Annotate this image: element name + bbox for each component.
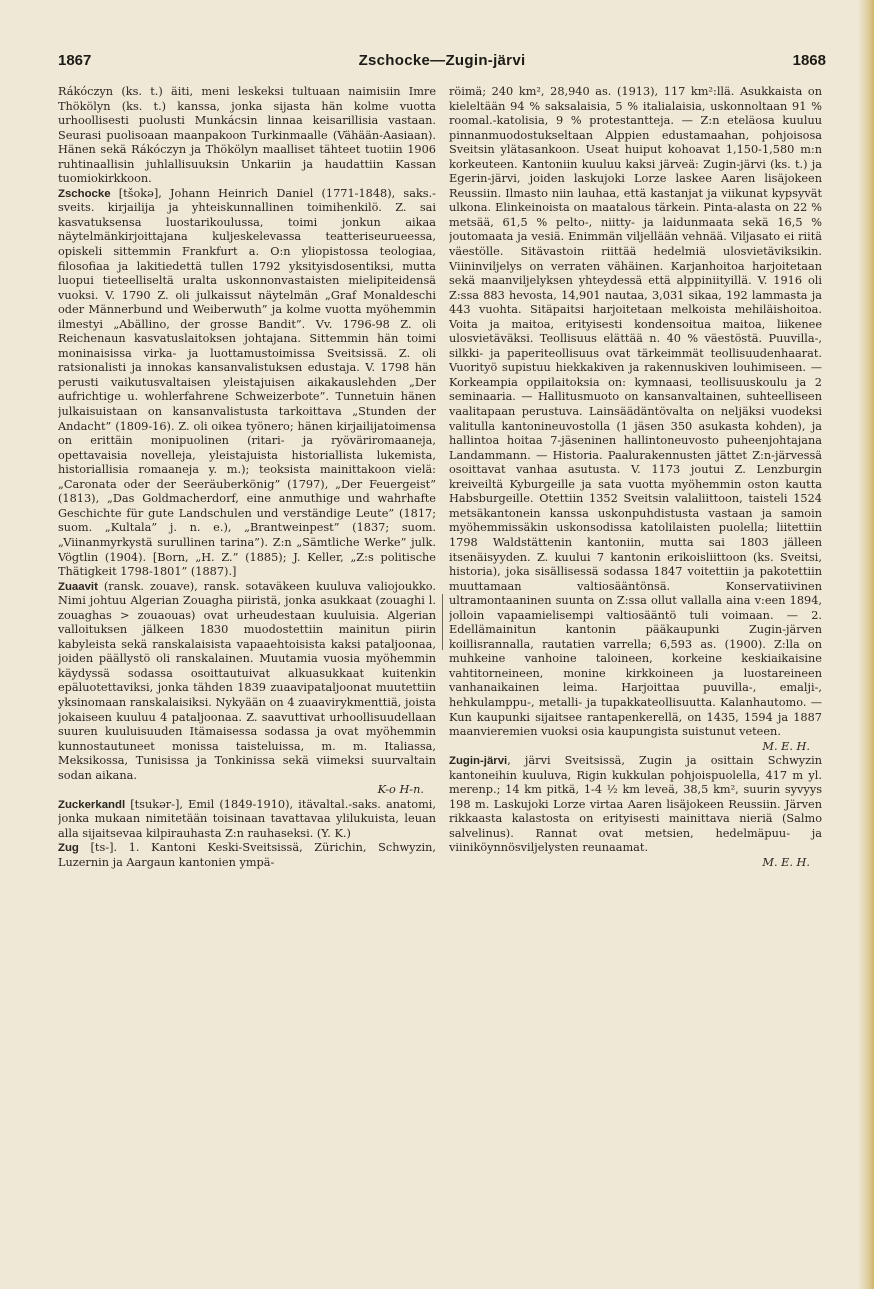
entry-headword: Zschocke — [58, 187, 111, 200]
entry-headword: Zuckerkandl — [58, 798, 126, 811]
entry-headword: Zug — [58, 842, 79, 855]
page-header — [58, 52, 826, 74]
entry-zug — [58, 841, 436, 870]
entry-body: [ts-]. 1. Kantoni Keski-Sveitsissä, Zürichin, Schwyzin, Luzernin ja Aargaun kantonien ympä- — [58, 841, 436, 869]
page-number-right: 1868 — [792, 52, 826, 69]
entry-zugin-jarvi — [449, 754, 822, 856]
entry-body: [tsukər-], Emil (1849-1910), itävaltal.-saks. anatomi, jonka mukaan nimitetään toisinaan tavattavaa ylilukuista, leuan alla sijaitsevaa kilpirauhasta Z:n rauhaseksi. (Y. K.) — [58, 797, 436, 840]
entry-body: , järvi Sveitsissä, Zugin ja osittain Schwyzin kantoneihin kuuluva, Rigin kukkulan pohjoispuolella, 417 m yl. merenp.; 14 km pitkä, 1-4 ½ km leveä, 38,5 km², suurin syvyys 198 m. Laskujoki Lorze virtaa Aaren lisäjokeen Reussiin. Järven rikkaasta kalastosta on erityisesti mainittava nieriä (Salmo salvelinus). Rannat ovat metsien, hedelmäpuu- ja viiniköynnösviljelysten reunaamat. — [449, 754, 822, 855]
signature-zuaavit: K-o H-n. — [377, 783, 424, 797]
signature-zugin-jarvi: M. E. H. — [762, 855, 810, 869]
entry-headword: Zugin-järvi — [449, 755, 508, 768]
paragraph-zug-continued: röimä; 240 km², 28,940 as. (1913), 117 km²:llä. Asukkaista on kieleltään 94 % saksalaisia, 5 % italialaisia, uskonnoltaan 91 % roomal.-katolisia, 9 % protestantteja. — Z:n eteläosa kuuluu pinnanmuodostukseltaan Alppien edustamaahan, pohjoisosa Sveitsin ylätasankoon. Useat huiput kohoavat 1,150-1,580 m:n korkeuteen. Kantoniin kuuluu kaksi järveä: Zugin-järvi (ks. t.) ja Egerin-järvi, joiden laskujoki Lorze laskee Aaren lisäjokeen Reussiin. Ilmasto niin lauhaa, että kastanjat ja viikunat kypsyvät ulkona. Elinkeinoista on maatalous tärkein. Pinta-alasta on 22 % metsää, 61,5 % pelto-, niitty- ja laidunmaata sekä 16,5 % joutomaata ja vesiä. Enimmän viljellään vehnää. Viljasato ei riitä väestölle. Sitävastoin riittää hedelmiä ulosvietäviksikin. Viininviljelys on verraten vähäinen. Karjanhoitoa harjoitetaan sekä maanviljelyksen yhteydessä että alppiniityillä. V. 1916 oli Z:ssa 883 hevosta, 14,901 nautaa, 3,031 sikaa, 192 lammasta ja 443 vuohta. Sitäpaitsi harjoitetaan melkoista mehiläishoitoa. Voita ja maitoa, erityisesti kondensoitua maitoa, liikenee ulosvietäväksi. Teollisuus elättää n. 40 % väestöstä. Puuvilla-, silkki- ja paperiteollisuus ovat tärkeimmät teollisuudenhaarat. Vuorityö supistuu hiekkakiven ja rakennuskiven louhimiseen. — Korkeampia oppilaitoksia on: kymnaasi, teollisuuskoulu ja 2 seminaaria. — Hallitusmuoto on kansanvaltainen, suhteelliseen vaalitapaan perustuva. Lainsäädäntövalta on neljäksi vuodeksi valitulla kantonineuvostolla (1 jäsen 350 asukasta kohden), ja hallintoa hoitaa 7-jäseninen hallintoneuvosto puheenjohtajana Landammann. — Historia. Paalurakennusten jättet Z:n-järvessä osoittavat vanhaa asutusta. V. 1173 joutui Z. Lenzburgin kreiveiltä Kyburgeille ja sata vuotta myöhemmin oston kautta Habsburgeille. Otettiin 1352 Sveitsin valaliittoon, taisteli 1524 metsäkantonein kanssa uskonpuhdistusta vastaan ja samoin myöhemmissäkin uskonsodissa katolilaisten puolella; liitettiin 1798 Waldstättenin kantoniin, mutta sai 1803 jälleen itsenäisyyden. Z. kuului 7 kantonin erikoisliittoon (ks. Sveitsi, historia), joka sisällisessä sodassa 1847 voitettiin ja pakotettiin muuttamaan valtiosääntönsä. Konservatiivinen ultramontaaninen suunta on Z:ssa ollut vallalla aina v:een 1894, jolloin vapaamielisempi valtiosääntö tuli voimaan. — 2. Edellämainitun kantonin pääkaupunki Zugin-järven koillisrannalla, rautatien varrella; 6,593 as. (1900). Z:lla on muhkeine vanhoine taloineen, korkeine keskiaikaisine vahtitorneineen, monine kirkkoineen ja luostareineen vanhanaikainen leima. Harjoittaa puuvilla-, emalji-, hehkulamppu-, metalli- ja tupakkateollisuutta. Kalanhautomo. — Kun kaupunki sijaitsee rantapenkerellä, on 1435, 1594 ja 1887 maanvieremien vuoksi osia kaupungista suistunut veteen. — [449, 85, 822, 739]
entry-headword: Zuaavit — [58, 580, 98, 593]
entry-body: (ransk. zouave), ransk. sotaväkeen kuuluva valiojoukko. Nimi johtuu Algerian Zouagha piiristä, jonka asukkaat (zouaghi l. zouaghas > zouaouas) ovat urheudestaan kuuluisia. Algerian valloituksen jälkeen 1830 muodostettiin mainitun piirin kabyleista sekä ranskalaisista vapaaehtoisista kaksi pataljoonaa, joiden päällystö oli ranskalainen. Muutamia vuosia myöhemmin käydyssä sodassa osoittautuivat alkuasukkaat kuitenkin epäluotettaviksi, jonka tähden 1839 zuaavipataljoonat muutettiin yksinomaan ranskalaisiksi. Nykyään on 4 zuaavirykmenttiä, joista jokaiseen kuuluu 4 pataljoonaa. Z. saavuttivat urhoollisuudellaan suuren kuuluisuuden Itämaisessa sodassa ja ovat myöhemmin kunnostautuneet monissa taisteluissa, m. m. Italiassa, Meksikossa, Tunisissa ja Tonkinissa sekä viimeksi suurvaltain sodan aikana. — [58, 579, 436, 782]
running-title: Zschocke—Zugin-järvi — [358, 52, 526, 69]
column-rule — [442, 594, 443, 650]
entry-body: [tšokə], Johann Heinrich Daniel (1771-1848), saks.-sveits. kirjailija ja yhteiskunnallinen toimihenkilö. Z. sai kasvatuksensa luostarikoulussa, toimi jonkun aikaa näytelmänkirjoittajana kuljeskelevassa teatteriseurueessa, opiskeli sittemmin Frankfurt a. O:n yliopistossa teologiaa, filosofiaa ja lakitiedettä tullen 1792 yksityisdosentiksi, mutta luopui tieteelliseltä uralta uskonnonvastaisten mielipiteidensä vuoksi. V. 1790 Z. oli julkaissut näytelmän „Graf Monaldeschi oder Männerbund und Weiberwuth” ja kolme vuotta myöhemmin ilmestyi „Abällino, der grosse Bandit”. Vv. 1796-98 Z. oli Reichenaun kasvatuslaitoksen johtajana. Sittemmin hän toimi moninaisissa virka- ja luottamustoimissa Sveitsissä. Z. oli ratsionalisti ja innokas kansanvalistuksen edustaja. V. 1798 hän perusti vaikutusvaltaisen yleistajuisen aikakauslehden „Der aufrichtige u. wohlerfahrene Schweizerbote”. Tunnetuin hänen julkaisuistaan on kansanvalistusta tarkoittava „Stunden der Andacht” (1809-16). Z. oli oikea työnero; hänen kirjailijatoimensa on erittäin monipuolinen (ritari- ja ryöväriromaaneja, opettavaisia novelleja, yleistajuista historiallista lukemista, historiallisia romaaneja y. m.); teoksista mainittakoon vielä: „Caronata oder der Seeräuberkönig” (1797), „Der Feuergeist” (1813), „Das Goldmacherdorf, eine anmuthige und wahrhafte Geschichte für gute Landschulen und verständige Leute” (1817; suom. „Kultala” j. n. e.), „Brantweinpest” (1837; suom. „Viinanmyrkystä surullinen tarina”). Z:n „Sämtliche Werke” julk. Vögtlin (1904). [Born, „H. Z.” (1885); J. Keller, „Z:s politische Thätigkeit 1798-1801” (1887).] — [58, 186, 436, 579]
entry-zuaavit — [58, 580, 436, 784]
signature-zug: M. E. H. — [762, 739, 810, 753]
entry-zschocke — [58, 187, 436, 580]
page-edge — [858, 0, 874, 1289]
paragraph-rakoczy: Rákóczyn (ks. t.) äiti, meni leskeksi tultuaan naimisiin Imre Thökölyn (ks. t.) kanssa, jonka sijasta hän kolme vuotta urhoollisesti puolusti Munkácsin linnaa keisarillisia vastaan. Seurasi puolisoaan maanpakoon Turkinmaalle (Vähään-Aasiaan). Hänen sekä Rákóczyn ja Thökölyn maalliset tähteet tuotiin 1906 ruhtinaallisin juhlallisuuksin Unkariin ja haudattiin Kassan tuomiokirkkoon. — [58, 85, 436, 186]
page-number-left: 1867 — [58, 52, 92, 69]
left-column — [58, 85, 436, 1265]
entry-zuckerkandl — [58, 798, 436, 842]
right-column — [449, 85, 822, 1265]
